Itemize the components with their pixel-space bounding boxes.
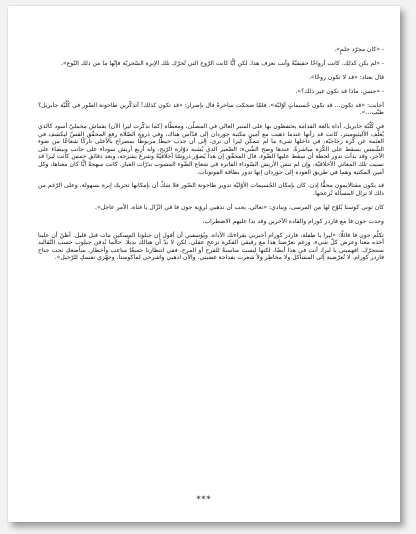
paragraph: تكلّم جون فا قائلًا: «ليرا يا طفلة، فاردر كورام أخبرني بقراءتك الأداة. ويُؤسفني أن أقول إن جبلونا المسكين مات قبل قليل. أظنّ أن علينا أخذه معنا وعرض كلّ شيء، ورغم تعرّضنا هذا مع رفيقي الفكرة تزعج عقلي. لكن لا بدّ أن هنالك بديلًا. حالما نُدفن جبلوب حسب التّقاليد سنتحرّك. افهميني يا ليرا، أنت في هذا أيضًا، لكنها ليست مناسبةً للفرح أو المرح، ففي انتظارنا جميعًا متاعب وأخطار. سأضعكِ تحت جناح فاردر كورام. لا تُعرّضيه إلى المشاكل ولا مخاطر ولأ شعرت بفداحة غضبتي. والآن اذهبي واشرحي لماكوستا، وجهّزي نفسكِ للرّحيل». bbox=[38, 231, 384, 262]
paragraph: في كُلّيّة جابريل، أداة بالغة القدامة يحتفظون بها على المنبر العالي في المصلّى، ومغطّاة (كما تذكّرت ليرا الآن) بقماش مخمليّ أسود كالذي يُغلّف الأليثيوميتر. كانت قد رأتها عندما ذهبت مع أمين مكتبة جوردان إلى قدّاس هناك، وفي ذروة الصّلاة رفع المحقّق القسّ ليكشف في العتمة عن كُرة زجاجيّة، في داخلها شيء ما لم تتمكّن ليرا أن ترى، إلى أن جذب خيطًا مربوطًا بمصراع بالأعلى تاركًا شعاعًا من ضوء الشّمس يسقط على الكُرة مباشرةً. عندها وضح الشّيء: الصّغير الذي يُشبه دوّارة الرّيح، وله أربع أريش سوداء على جانب وبيضاء على الآخر، وقد بدأت تدور لحظة أن سقط عليها الضّوء. قال المحقّق إن هذا يُصوّر دروسًا أخلاقيّةً وشرعَ يشرحه، وبعد دقائق خمس كانت ليرا قد نسيت تلك المعاني الأخلاقيّة، وإن لم تنس الأريش السّوداء الفاترة في شعاع الضّوء المشوب بذرّات الغبار. كانت مبهجةً أيًّا كان معناها، وكل أمين المكتبة وهما في طريق العودة إلى جوردان إنها تدور بطاقة الفوتونات. bbox=[38, 123, 384, 176]
paragraph: كان توني كوستا يُلوّح لها من المرسى، وينادي: «تعالي. يجب أن تذهبي لرؤية جون فا في الزّال يا فتاة. الأمر عاجل». bbox=[95, 203, 384, 211]
paragraph: قال بعناد: «قد لا تكون روحًا». bbox=[308, 73, 384, 81]
paragraph: - «حسن، ماذا قد تكون غير ذلك؟». bbox=[295, 87, 384, 95]
page-text-column bbox=[38, 46, 384, 268]
section-separator: *** bbox=[196, 495, 212, 504]
paragraph: قد يكون مقتالايمون محقًّا إذن. كان بإمكان الجُسيمات الأوّليّة تدوير طاحونة الصّور فلا شكّ أن بإمكانها تحريك إبرة بسهولة، وعلى الرّغم من ذلك لا تزال المسألة تُزعجها. bbox=[38, 182, 384, 197]
document-page bbox=[8, 6, 400, 522]
paragraph: - «لم يكن كذلك. كانت أرواحًا حقيقيّةً وأنت تعرف هذا. لكن أيًّا كانت الرّوح التي تُحرّك تلك الإبرة السّحريّة فإنّها ما من ذلك النّوع». bbox=[61, 59, 384, 67]
paragraph: - «كان مجرّد حلمٍ». bbox=[334, 46, 384, 53]
paragraph: أجابت: «قد تكون... قد تكون جُسيماتٍ أوّليّة». فلمّا ضحكت ساخرةً قال بإصرار: «قد تكون كذلك! أتذكّرين طاحونة الصّور في كُلّيّة جابريل؟ طيّب...». bbox=[38, 101, 384, 117]
paragraph: وجدت جون فا مع فاردر كورام والقادة الآخرين وقد بدا عليهم الاضطراب. bbox=[202, 217, 384, 225]
